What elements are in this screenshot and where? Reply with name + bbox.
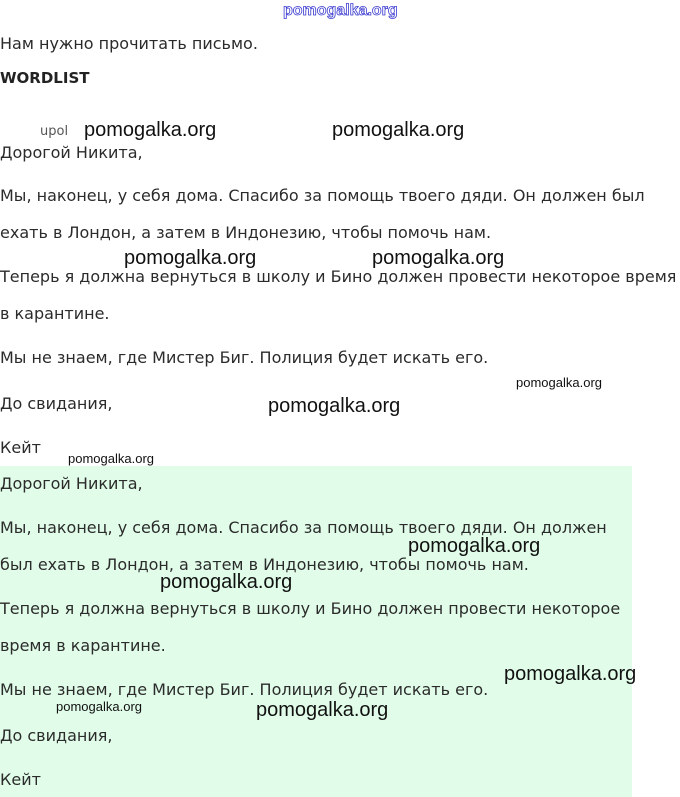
watermark: pomogalka.org (504, 663, 637, 685)
watermark: pomogalka.org (256, 699, 389, 721)
intro-text: Нам нужно прочитать письмо. (0, 34, 258, 53)
letter1-p3: Мы не знаем, где Мистер Биг. Полиция будет искать его. (0, 348, 489, 367)
letter1-p1-line1: Мы, наконец, у себя дома. Спасибо за помощь твоего дяди. Он должен был (0, 186, 645, 205)
letter2-signature: Кейт (0, 770, 41, 789)
letter2-p1-line1: Мы, наконец, у себя дома. Спасибо за помощь твоего дяди. Он должен (0, 518, 607, 537)
watermark: pomogalka.org (372, 247, 505, 269)
partial-text: upol (40, 124, 69, 139)
watermark: pomogalka.org (516, 375, 602, 390)
letter1-p2-line2: в карантине. (0, 304, 110, 323)
letter1-greeting: Дорогой Никита, (0, 143, 143, 162)
watermark: pomogalka.org (56, 699, 142, 714)
wordlist-heading: WORDLIST (0, 69, 90, 87)
top-watermark: pomogalka.org (283, 2, 398, 19)
letter2-p2-line2: время в карантине. (0, 636, 166, 655)
watermark: pomogalka.org (160, 571, 293, 593)
watermark: pomogalka.org (84, 119, 217, 141)
watermark: pomogalka.org (268, 395, 401, 417)
letter1-p1-line2: ехать в Лондон, а затем в Индонезию, чтобы помочь нам. (0, 223, 492, 242)
highlighted-answer-block (0, 466, 632, 797)
letter1-p2-line1: Теперь я должна вернуться в школу и Бино должен провести некоторое время (0, 267, 677, 286)
watermark: pomogalka.org (124, 247, 257, 269)
watermark: pomogalka.org (408, 535, 541, 557)
watermark: pomogalka.org (68, 451, 154, 466)
letter1-closing: До свидания, (0, 394, 113, 413)
letter2-p1-line2: был ехать в Лондон, а затем в Индонезию, чтобы помочь нам. (0, 555, 529, 574)
letter2-closing: До свидания, (0, 726, 113, 745)
letter2-greeting: Дорогой Никита, (0, 474, 143, 493)
letter2-p3: Мы не знаем, где Мистер Биг. Полиция будет искать его. (0, 680, 489, 699)
letter2-p2-line1: Теперь я должна вернуться в школу и Бино должен провести некоторое (0, 599, 621, 618)
letter1-signature: Кейт (0, 438, 41, 457)
watermark: pomogalka.org (332, 119, 465, 141)
